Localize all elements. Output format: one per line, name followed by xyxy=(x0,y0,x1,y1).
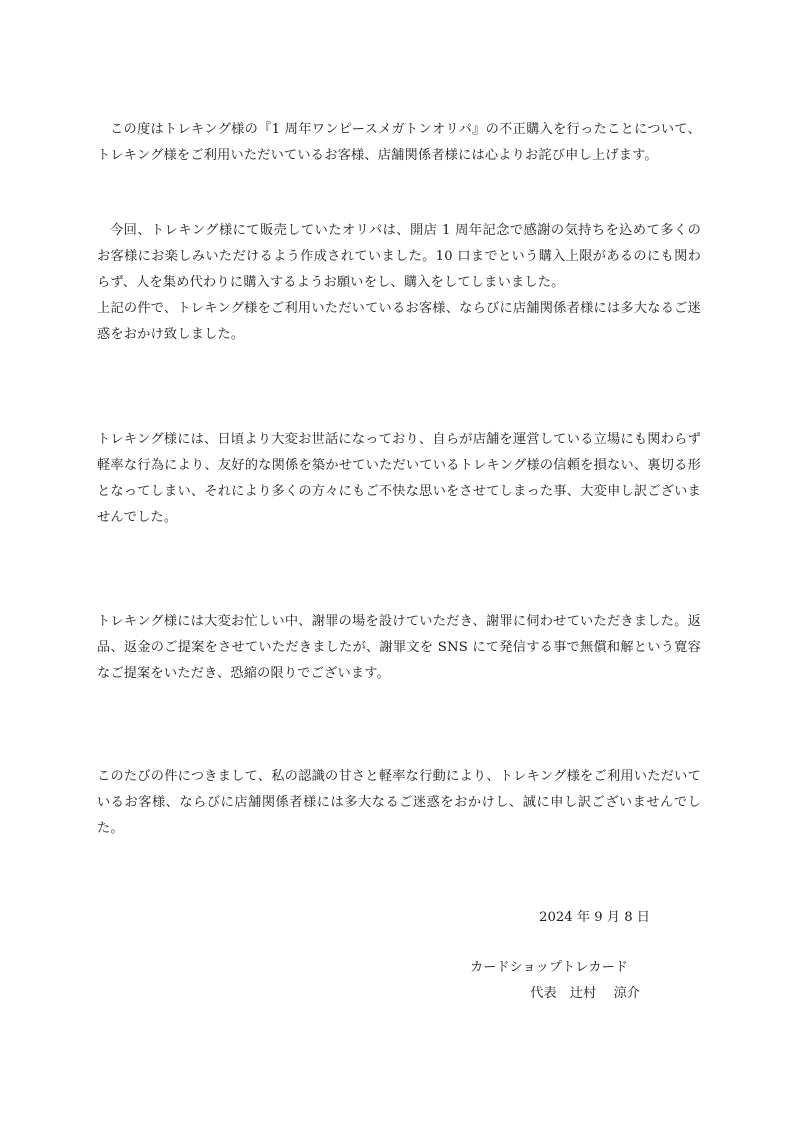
apology-paragraph-4: トレキング様には大変お忙しい中、謝罪の場を設けていただき、謝罪に伺わせていただきました。返品、返金のご提案をさせていただきましたが、謝罪文を SNS にて発信する事で無償和解という寛容なご提案をいただき、恐縮の限りでございます。 xyxy=(97,614,701,681)
apology-paragraph-5: このたびの件につきまして、私の認識の甘さと軽率な行動により、トレキング様をご利用いただいているお客様、ならびに店舗関係者様には多大なるご迷惑をおかけし、誠に申し訳ございませんでした。 xyxy=(97,769,701,836)
apology-paragraph-1: この度はトレキング様の『1 周年ワンピースメガトンオリパ』の不正購入を行ったことについて、トレキング様をご利用いただいているお客様、店舗関係者様には心よりお詫び申し上げます。 xyxy=(97,122,701,163)
shop-name: カードショップトレカード xyxy=(470,960,628,975)
apology-paragraph-2: 今回、トレキング様にて販売していたオリパは、開店 1 周年記念で感謝の気持ちを込めて多くのお客様にお楽しみいただけるよう作成されていました。10 口までという購入上限があるのにも関わらず、人を集め代わりに購入するようお願いをし、購入をしてしまいました。 上記の件で、トレキング様をご利用いただいているお客様、ならびに店舗関係者様には多大なるご迷惑をおかけ致しました。 xyxy=(97,223,701,342)
document-date: 2024 年 9 月 8 日 xyxy=(539,910,650,925)
representative-signature: 代表 辻村 涼介 xyxy=(530,986,640,1001)
apology-paragraph-3: トレキング様には、日頃より大変お世話になっており、自らが店舗を運営している立場にも関わらず軽率な行為により、友好的な関係を築かせていただいているトレキング様の信頼を損ない、裏切る形となってしまい、それにより多くの方々にもご不快な思いをさせてしまった事、大変申し訳ございませんでした。 xyxy=(97,432,701,525)
